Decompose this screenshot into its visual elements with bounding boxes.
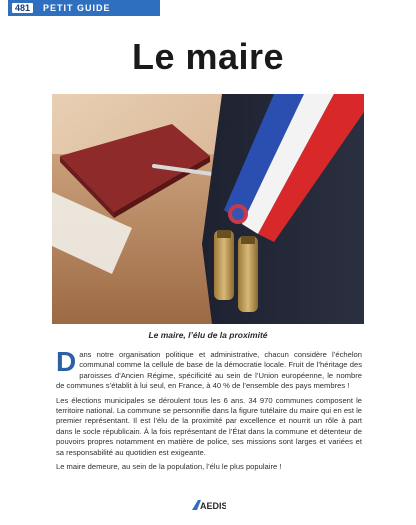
series-number: 481	[12, 3, 33, 13]
cover-photo	[52, 94, 364, 324]
svg-text:AEDIS: AEDIS	[200, 501, 226, 511]
photo-caption: Le maire, l’élu de la proximité	[148, 330, 268, 340]
series-band	[8, 0, 160, 16]
paragraph-3: Le maire demeure, au sein de la population, l’élu le plus populaire !	[56, 462, 282, 472]
series-name: PETIT GUIDE	[43, 3, 111, 13]
paragraph-1-text: ans notre organisation politique et administrative, chacun considère l’échelon communal comme la cellule de base de la démocratie locale. Fruit de l’héritage des paroisses d’Ancien Régime, spécificité au sein de l’Union européenne, le nombre de communes s’établit à lui seul, en France, à 40 % de l’ensemble des pays membres !	[56, 350, 362, 391]
mayor-sash-illustration	[52, 94, 364, 324]
intro-text	[56, 346, 362, 476]
paragraph-1	[56, 346, 362, 392]
dropcap: D	[56, 346, 77, 377]
publisher-logo	[190, 498, 226, 512]
paragraph-2: Les élections municipales se déroulent tous les 6 ans. 34 970 communes composent le territoire national. La commune se personnifie dans la figure tutélaire du maire qui en est le premier représentant. Il est l’élu de la proximité par excellence et nourrit un rôle à part dans le socle républicain. À la fois représentant de l’État dans la commune et détenteur de pouvoirs propres notamment en matière de police, ses missions sont larges et variées et sa responsabilité au quotidien est exigeante.	[56, 395, 362, 457]
aedis-logo-icon	[190, 498, 226, 512]
page-title: Le maire	[131, 36, 285, 77]
